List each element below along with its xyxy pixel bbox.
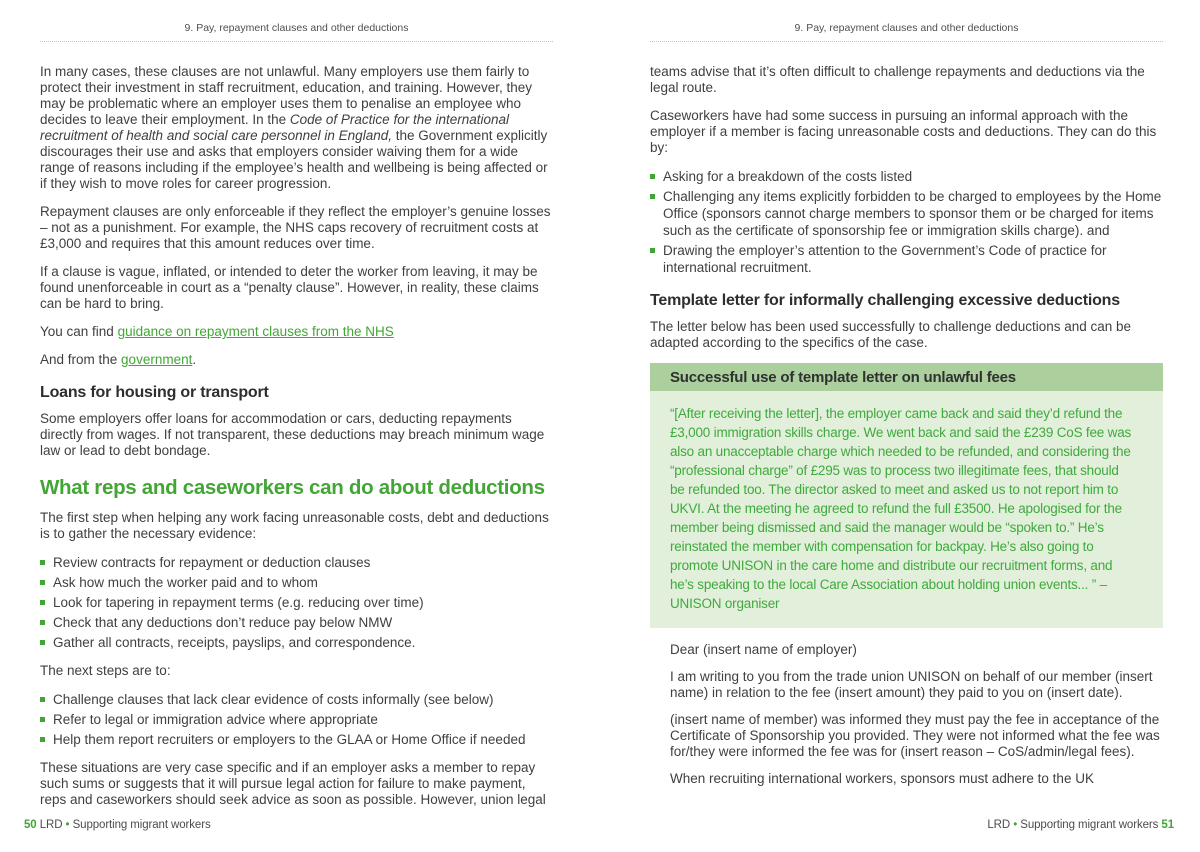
footer-dot-icon: • — [65, 819, 70, 831]
paragraph-caseworkers-success: Caseworkers have had some success in pursuing an informal approach with the employer if a member is facing unreasonable costs and deductions. They can do this by: — [650, 108, 1157, 155]
list-item — [40, 731, 553, 748]
footer-left — [24, 819, 211, 831]
evidence-list — [40, 554, 553, 651]
bullet-square-icon — [40, 697, 45, 702]
footer-brand: LRD — [39, 819, 63, 831]
next-steps-list — [40, 691, 553, 748]
list-item — [40, 594, 553, 611]
letter-paragraph: When recruiting international workers, sponsors must adhere to the UK — [670, 771, 1094, 786]
informal-approach-list — [650, 168, 1163, 276]
case-study-box — [650, 363, 1163, 628]
footer-booklet-title: Supporting migrant workers — [1020, 819, 1159, 831]
list-item — [40, 554, 553, 571]
bullet-square-icon — [40, 640, 45, 645]
list-item — [650, 188, 1163, 239]
text-run: You can find — [40, 324, 118, 339]
list-item-text: Drawing the employer’s attention to the Government’s Code of practice for international recruitment. — [663, 243, 1107, 275]
list-item — [40, 711, 553, 728]
list-item-text: Review contracts for repayment or deduction clauses — [53, 555, 371, 570]
code-of-practice-title: Code of Practice for the international recruitment of health and social care personnel in England, — [40, 112, 510, 143]
heading-loans: Loans for housing or transport — [40, 384, 269, 401]
list-item — [650, 168, 1163, 185]
list-item-text: Gather all contracts, receipts, payslips, and correspondence. — [53, 635, 416, 650]
bullet-square-icon — [40, 620, 45, 625]
list-item-text: Ask how much the worker paid and to whom — [53, 575, 318, 590]
paragraph-enforceable: Repayment clauses are only enforceable if they reflect the employer’s genuine losses – not as a punishment. For example, the NHS caps recovery of recruitment costs at £3,000 and requires that this amount reduces over time. — [40, 204, 551, 251]
running-header: 9. Pay, repayment clauses and other deductions — [184, 22, 409, 34]
nhs-guidance-link[interactable]: guidance on repayment clauses from the NHS — [117, 324, 394, 339]
list-item — [40, 634, 553, 651]
list-item-text: Help them report recruiters or employers to the GLAA or Home Office if needed — [53, 732, 526, 747]
paragraph-nhs-guidance — [40, 324, 553, 340]
list-item-text: Challenging any items explicitly forbidden to be charged to employees by the Home Office (sponsors cannot charge members to sponsor them or be charged for items such as the certificate of sponsorship fee or immigration skills charge). and — [663, 189, 1162, 238]
paragraph-template-intro: The letter below has been used successfully to challenge deductions and can be adapted according to the specifics of the case. — [650, 319, 1132, 350]
paragraph-gov-guidance — [40, 352, 553, 368]
page-number: 50 — [24, 819, 37, 831]
template-letter — [650, 642, 1163, 787]
paragraph-situations: These situations are very case specific and if an employer asks a member to repay such sums or suggests that it will pursue legal action for failure to make payment, reps and caseworkers should seek advice as soon as possible. However, union legal — [40, 760, 546, 807]
bullet-square-icon — [650, 194, 655, 199]
paragraph-clauses-lawful — [40, 64, 553, 192]
footer-booklet-title: Supporting migrant workers — [72, 819, 211, 831]
list-item — [40, 614, 553, 631]
paragraph-loans: Some employers offer loans for accommodation or cars, deducting repayments directly from wages. If not transparent, these deductions may breach minimum wage law or lead to debt bondage. — [40, 411, 545, 458]
list-item-text: Look for tapering in repayment terms (e.g. reducing over time) — [53, 595, 424, 610]
list-item-text: Challenge clauses that lack clear evidence of costs informally (see below) — [53, 692, 494, 707]
bullet-square-icon — [40, 717, 45, 722]
list-item — [40, 691, 553, 708]
case-study-quote: “[After receiving the letter], the employer came back and said they’d refund the £3,000 immigration skills charge. We went back and said the £239 CoS fee was also an unacceptable charge which needed to be refunded, and considering the “professional charge” of £295 was to process two illegitimate fees, that should be refunded too. The director asked to meet and asked us to not report him to UKVI. At the meeting he agreed to refund the full £3500. He apologised for the member being dismissed and said the manager would be “spoken to.” He’s reinstated the member with compensation for backpay. He’s also going to promote UNISON in the care home and distribute our recruitment forms, and he’s speaking to the local Care Association about holding union events... ” – UNISON organiser — [650, 391, 1163, 628]
bullet-square-icon — [40, 737, 45, 742]
page-right-header — [650, 0, 1163, 42]
text-run: And from the — [40, 352, 122, 367]
heading-what-reps-can-do: What reps and caseworkers can do about deductions — [40, 476, 545, 499]
letter-paragraph: (insert name of member) was informed they must pay the fee in acceptance of the Certificate of Sponsorship you provided. They were not informed what the fee was for/they were informed the fee was for (insert reason – CoS/admin/legal fees). — [670, 712, 1160, 759]
case-study-box-title: Successful use of template letter on unlawful fees — [650, 363, 1163, 391]
page-number: 51 — [1161, 819, 1174, 831]
list-item — [650, 242, 1163, 276]
government-link[interactable]: government — [121, 352, 193, 367]
bullet-square-icon — [650, 174, 655, 179]
page-left — [40, 0, 553, 820]
text-run: the Government explicitly discourages their use and asks that employers consider waiving them for a wide range of reasons including if the employee’s health and wellbeing is being affected or if they wish to move roles for career progression. — [40, 128, 548, 191]
footer-brand: LRD — [987, 819, 1011, 831]
list-item — [40, 574, 553, 591]
bullet-square-icon — [40, 580, 45, 585]
list-item-text: Check that any deductions don’t reduce pay below NMW — [53, 615, 393, 630]
list-item-text: Refer to legal or immigration advice where appropriate — [53, 712, 378, 727]
text-run: In many cases, these clauses are not unlawful. Many employers use them fairly to protect their investment in staff recruitment, education, and training. However, they may be problematic where an employer uses them to penalise an employee who decides to leave their employment. In the — [40, 64, 533, 127]
paragraph-penalty-clause: If a clause is vague, inflated, or intended to deter the worker from leaving, it may be found unenforceable in court as a “penalty clause”. However, in reality, these claims can be hard to bring. — [40, 264, 539, 311]
page-left-header — [40, 0, 553, 42]
letter-paragraph: Dear (insert name of employer) — [670, 642, 857, 657]
paragraph-next-steps: The next steps are to: — [40, 663, 171, 678]
footer-dot-icon: • — [1013, 819, 1018, 831]
page-right — [650, 0, 1163, 820]
list-item-text: Asking for a breakdown of the costs listed — [663, 169, 913, 184]
text-run: . — [192, 352, 197, 367]
paragraph-legal-route: teams advise that it’s often difficult to challenge repayments and deductions via the legal route. — [650, 64, 1145, 95]
running-header: 9. Pay, repayment clauses and other deductions — [794, 22, 1019, 34]
bullet-square-icon — [650, 248, 655, 253]
bullet-square-icon — [40, 560, 45, 565]
footer-right — [987, 819, 1174, 831]
paragraph-first-step: The first step when helping any work facing unreasonable costs, debt and deductions is to gather the necessary evidence: — [40, 510, 549, 541]
letter-paragraph: I am writing to you from the trade union UNISON on behalf of our member (insert name) in relation to the fee (insert amount) they paid to you on (insert date). — [670, 669, 1153, 700]
header-rule — [650, 41, 1163, 42]
header-rule — [40, 41, 553, 42]
bullet-square-icon — [40, 600, 45, 605]
heading-template-letter: Template letter for informally challenging excessive deductions — [650, 292, 1120, 309]
